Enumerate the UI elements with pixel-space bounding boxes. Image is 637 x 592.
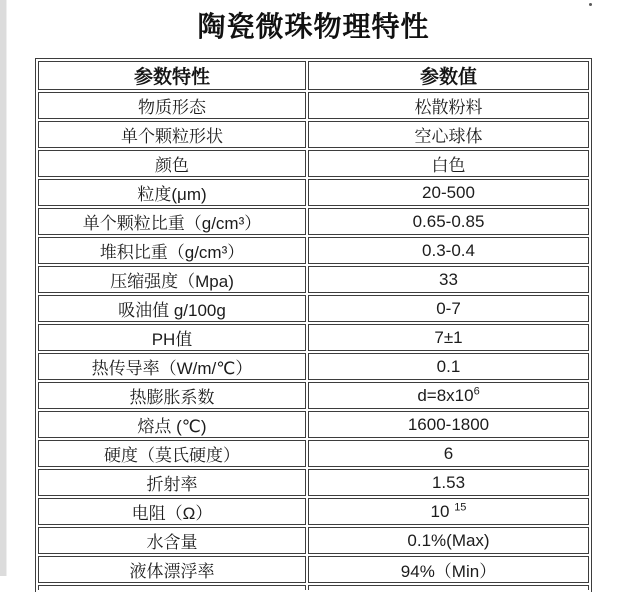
table-row [38, 556, 589, 583]
value-cell: 0.3-0.4 [308, 237, 589, 264]
table-row [38, 179, 589, 206]
value-cell: 0.1 [308, 353, 589, 380]
param-cell: 单个颗粒形状 [38, 121, 306, 148]
table-row [38, 498, 589, 525]
table-row [38, 440, 589, 467]
table-row [38, 411, 589, 438]
table-row [38, 150, 589, 177]
param-cell: PH值 [38, 324, 306, 351]
value-cell: 松散粉料 [308, 92, 589, 119]
header-param: 参数特性 [38, 61, 306, 90]
cut-off-cell [308, 585, 589, 590]
scan-edge-strip [0, 0, 7, 576]
value-cell: 0.65-0.85 [308, 208, 589, 235]
table-row [38, 295, 589, 322]
param-cell: 水含量 [38, 527, 306, 554]
value-cell: 1600-1800 [308, 411, 589, 438]
table-row [38, 208, 589, 235]
value-cell: 0-7 [308, 295, 589, 322]
param-cell: 单个颗粒比重（g/cm³） [38, 208, 306, 235]
param-cell: 颜色 [38, 150, 306, 177]
document [35, 8, 592, 592]
cut-off-row [38, 585, 589, 590]
properties-table [35, 58, 592, 592]
page-title: 陶瓷微珠物理特性 [197, 11, 430, 42]
param-cell: 热膨胀系数 [38, 382, 306, 409]
value-cell: 94%（Min） [308, 556, 589, 583]
table-row [38, 92, 589, 119]
param-cell: 熔点 (℃) [38, 411, 306, 438]
value-cell: 空心球体 [308, 121, 589, 148]
value-cell: 1.53 [308, 469, 589, 496]
param-cell: 硬度（莫氏硬度） [38, 440, 306, 467]
cut-off-cell [38, 585, 306, 590]
value-cell: 33 [308, 266, 589, 293]
table-row [38, 121, 589, 148]
param-cell: 热传导率（W/m/℃） [38, 353, 306, 380]
table-body [38, 92, 589, 583]
table-row [38, 527, 589, 554]
value-superscript: 15 [454, 500, 467, 513]
table-row [38, 382, 589, 409]
table-row [38, 324, 589, 351]
table-row [38, 266, 589, 293]
param-cell: 折射率 [38, 469, 306, 496]
param-cell: 堆积比重（g/cm³） [38, 237, 306, 264]
value-cell: 7±1 [308, 324, 589, 351]
value-cell: $d=8x10^6$ [308, 382, 589, 409]
value-cell: 20-500 [308, 179, 589, 206]
value-cell: 10 $^{15}$ [308, 498, 589, 525]
table-cut [38, 585, 589, 590]
param-cell: 吸油值 g/100g [38, 295, 306, 322]
table-row [38, 353, 589, 380]
param-cell: 压缩强度（Mpa) [38, 266, 306, 293]
param-cell: 粒度(μm) [38, 179, 306, 206]
param-cell: 物质形态 [38, 92, 306, 119]
header-value: 参数值 [308, 61, 589, 90]
table-row [38, 237, 589, 264]
table-row [38, 469, 589, 496]
header-row [38, 61, 589, 90]
table-header [38, 61, 589, 90]
value-superscript: 6 [473, 384, 480, 397]
value-cell: 6 [308, 440, 589, 467]
value-cell: 白色 [308, 150, 589, 177]
param-cell: 液体漂浮率 [38, 556, 306, 583]
scan-speck [589, 3, 592, 6]
value-cell: 0.1%(Max) [308, 527, 589, 554]
param-cell: 电阻（Ω） [38, 498, 306, 525]
